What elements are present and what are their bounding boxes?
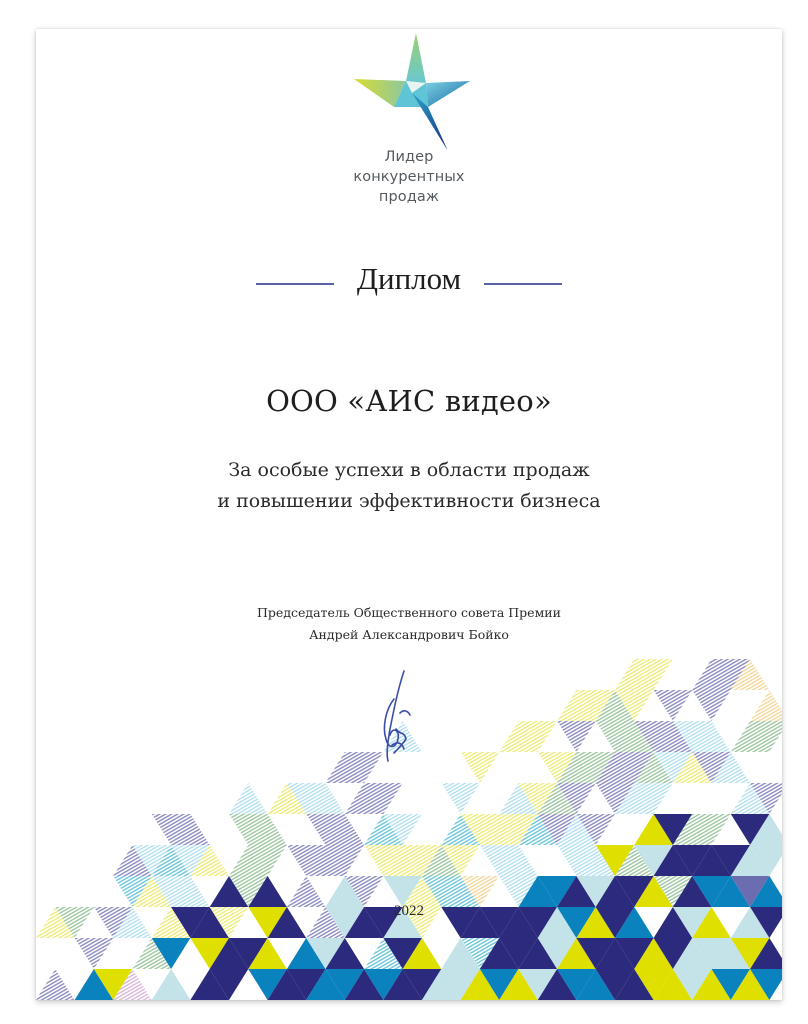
mosaic-triangle bbox=[441, 783, 480, 814]
signature-icon bbox=[376, 669, 416, 764]
signer-name: Андрей Александрович Бойко bbox=[309, 627, 509, 642]
diploma-page bbox=[36, 29, 782, 1000]
mosaic-triangle bbox=[75, 938, 114, 969]
document-title: Диплом bbox=[356, 261, 462, 296]
mosaic-triangle bbox=[461, 752, 500, 783]
mosaic-triangle bbox=[750, 690, 782, 721]
mosaic-triangle bbox=[557, 721, 596, 752]
signer-block bbox=[36, 602, 782, 646]
signer-position: Председатель Общественного совета Премии bbox=[257, 605, 561, 620]
mosaic-triangle bbox=[36, 969, 75, 1000]
mosaic-triangle bbox=[692, 690, 731, 721]
logo-line-3: продаж bbox=[378, 189, 440, 205]
logo-line-2: конкурентных bbox=[353, 169, 465, 185]
star-icon bbox=[344, 29, 474, 149]
mosaic-triangle bbox=[654, 690, 693, 721]
award-reason bbox=[36, 455, 782, 517]
year: 2022 bbox=[394, 903, 424, 919]
award-reason-line-2: и повышении эффективности бизнеса bbox=[217, 490, 601, 512]
organization-name: ООО «АИС видео» bbox=[266, 384, 552, 418]
award-reason-line-1: За особые успехи в области продаж bbox=[228, 459, 590, 481]
title-row bbox=[36, 261, 782, 301]
title-divider-right bbox=[484, 283, 562, 285]
logo-line-1: Лидер bbox=[384, 149, 434, 165]
logo-caption bbox=[36, 147, 782, 207]
mosaic-triangle bbox=[229, 783, 268, 814]
mosaic-triangle bbox=[152, 969, 191, 1000]
